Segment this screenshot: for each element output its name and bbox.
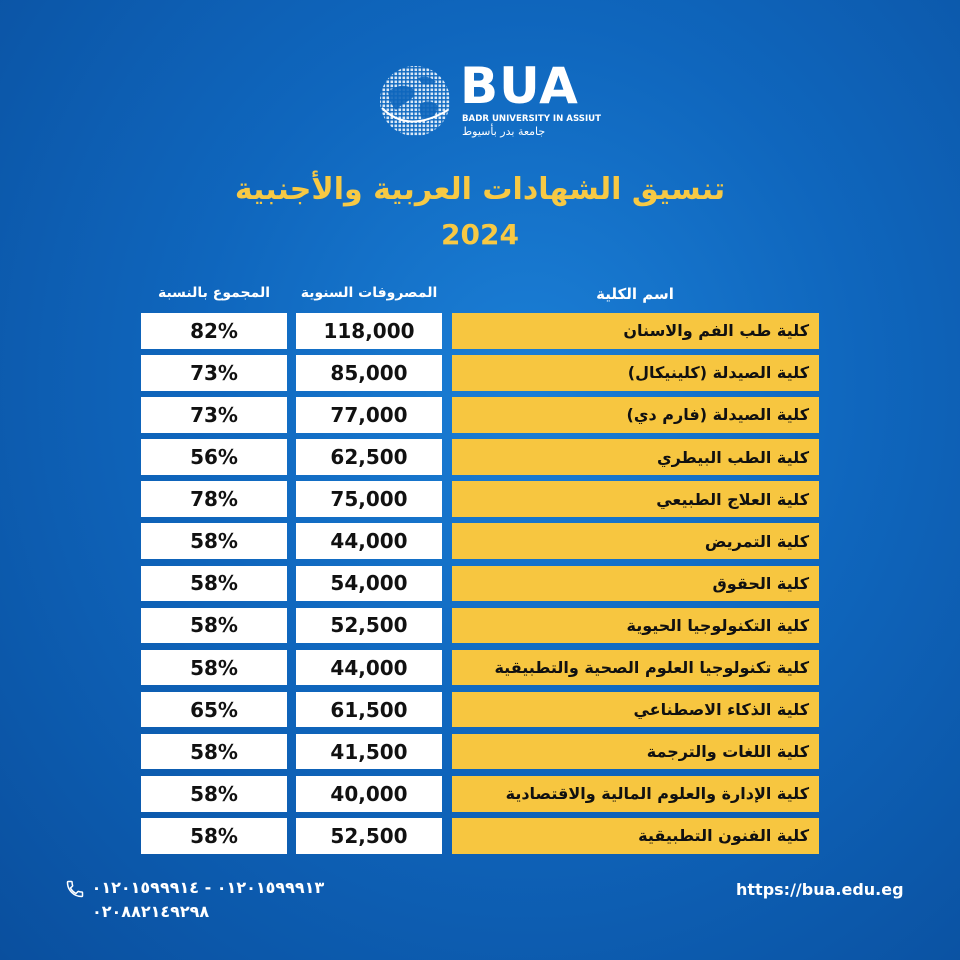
fees-cell: 54,000 xyxy=(296,566,442,602)
table-row xyxy=(141,566,819,602)
fees-cell: 44,000 xyxy=(296,650,442,686)
percent-cell: 58% xyxy=(141,523,287,559)
fees-cell: 85,000 xyxy=(296,355,442,391)
college-name-cell: كلية طب الفم والاسنان xyxy=(452,313,819,349)
fees-cell: 52,500 xyxy=(296,818,442,854)
table-row xyxy=(141,776,819,812)
table-row xyxy=(141,650,819,686)
fees-cell: 41,500 xyxy=(296,734,442,770)
phones-line-2[interactable]: ٠٢٠٨٨٢١٤٩٢٩٨ xyxy=(92,902,210,921)
percent-cell: 58% xyxy=(141,818,287,854)
college-name-cell: كلية التكنولوجيا الحيوية xyxy=(452,608,819,644)
table-row xyxy=(141,692,819,728)
college-name-cell: كلية الإدارة والعلوم المالية والاقتصادية xyxy=(452,776,819,812)
fees-cell: 61,500 xyxy=(296,692,442,728)
table-row xyxy=(141,397,819,433)
college-name-cell: كلية الطب البيطري xyxy=(452,439,819,475)
percent-cell: 58% xyxy=(141,734,287,770)
logo-brand: BUA xyxy=(460,57,579,115)
logo xyxy=(378,57,601,142)
percent-cell: 58% xyxy=(141,650,287,686)
header-college-name: اسم الكلية xyxy=(596,285,674,303)
globe-icon xyxy=(378,64,452,138)
fees-cell: 52,500 xyxy=(296,608,442,644)
college-name-cell: كلية الحقوق xyxy=(452,566,819,602)
table-row xyxy=(141,481,819,517)
percent-cell: 65% xyxy=(141,692,287,728)
table-row xyxy=(141,439,819,475)
college-name-cell: كلية العلاج الطبيعي xyxy=(452,481,819,517)
percent-cell: 78% xyxy=(141,481,287,517)
college-name-cell: كلية الفنون التطبيقية xyxy=(452,818,819,854)
phones-line-1[interactable]: ٠١٢٠١٥٩٩٩١٣ - ٠١٢٠١٥٩٩٩١٤ xyxy=(91,878,325,897)
fees-cell: 118,000 xyxy=(296,313,442,349)
college-name-cell: كلية التمريض xyxy=(452,523,819,559)
page-year: 2024 xyxy=(441,218,519,251)
percent-cell: 58% xyxy=(141,566,287,602)
table-row xyxy=(141,523,819,559)
colleges-table xyxy=(141,313,819,860)
phone-icon xyxy=(64,879,86,899)
footer-phones xyxy=(64,876,324,924)
percent-cell: 58% xyxy=(141,608,287,644)
table-row xyxy=(141,818,819,854)
college-name-cell: كلية اللغات والترجمة xyxy=(452,734,819,770)
table-row xyxy=(141,313,819,349)
percent-cell: 82% xyxy=(141,313,287,349)
website-link[interactable]: https://bua.edu.eg xyxy=(736,880,904,899)
college-name-cell: كلية الذكاء الاصطناعي xyxy=(452,692,819,728)
college-name-cell: كلية الصيدلة (كلينيكال) xyxy=(452,355,819,391)
logo-name-en: BADR UNIVERSITY IN ASSIUT xyxy=(462,114,601,124)
table-row xyxy=(141,355,819,391)
percent-cell: 73% xyxy=(141,397,287,433)
header-annual-fees: المصروفات السنوية xyxy=(300,285,438,301)
page-title: تنسيق الشهادات العربية والأجنبية xyxy=(234,172,726,207)
logo-name-ar: جامعة بدر بأسيوط xyxy=(462,125,546,138)
college-name-cell: كلية الصيدلة (فارم دي) xyxy=(452,397,819,433)
percent-cell: 58% xyxy=(141,776,287,812)
table-row xyxy=(141,608,819,644)
header-min-percent: المجموع بالنسبة xyxy=(157,285,271,301)
fees-cell: 62,500 xyxy=(296,439,442,475)
fees-cell: 75,000 xyxy=(296,481,442,517)
fees-cell: 44,000 xyxy=(296,523,442,559)
fees-cell: 77,000 xyxy=(296,397,442,433)
table-row xyxy=(141,734,819,770)
percent-cell: 56% xyxy=(141,439,287,475)
percent-cell: 73% xyxy=(141,355,287,391)
fees-cell: 40,000 xyxy=(296,776,442,812)
college-name-cell: كلية تكنولوجيا العلوم الصحية والتطبيقية xyxy=(452,650,819,686)
